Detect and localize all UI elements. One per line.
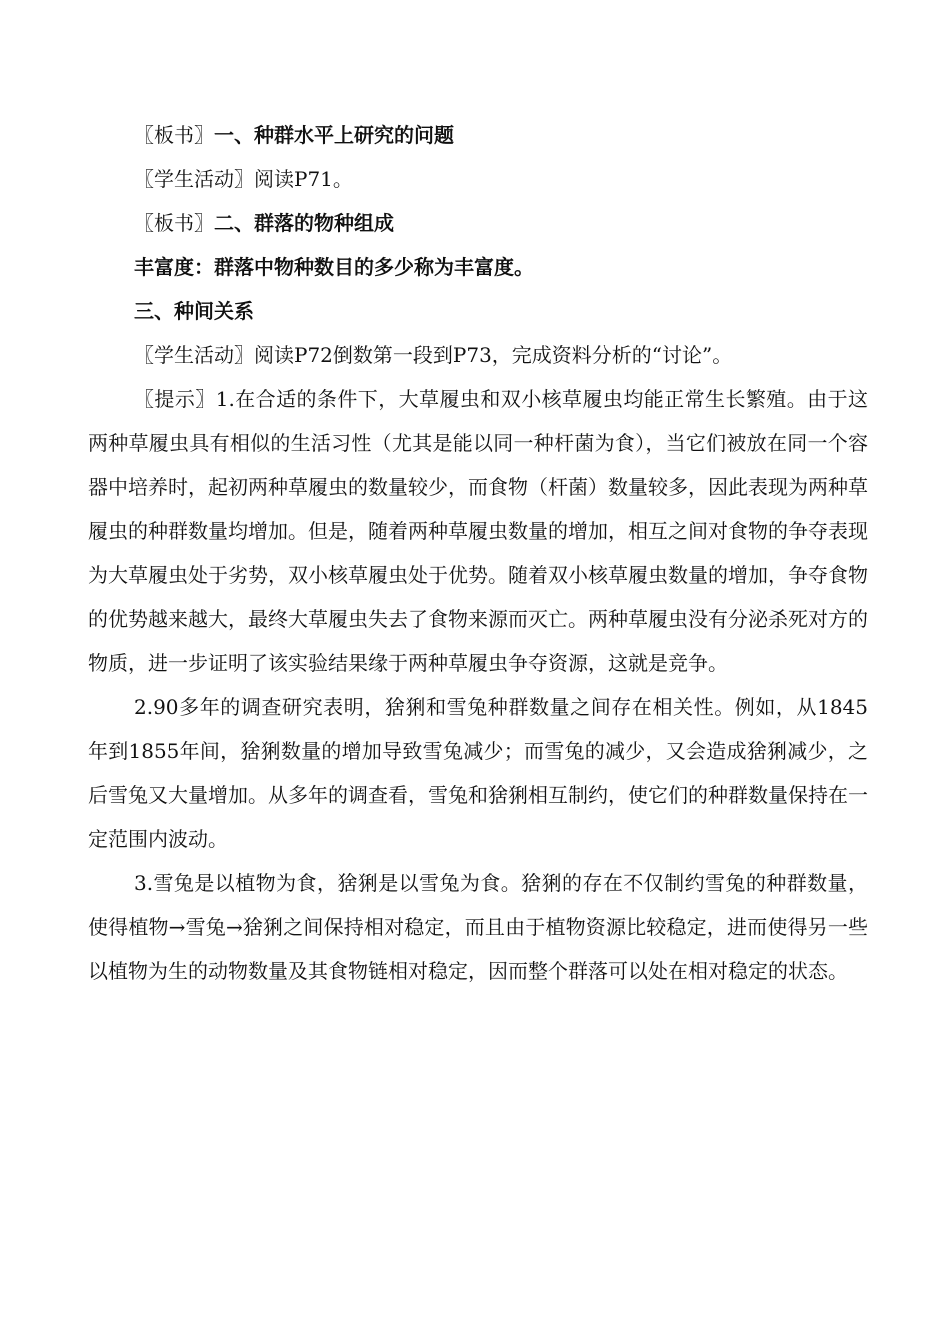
heading-text: 三、种间关系 — [134, 299, 254, 323]
bracket-label: 〖学生活动〗 — [134, 343, 254, 367]
paragraph-text: 2.90多年的调查研究表明，猞猁和雪兔种群数量之间存在相关性。例如，从1845年到1855年间，猞猁数量的增加导致雪兔减少；而雪兔的减少，又会造成猞猁减少，之后雪兔又大量增加。从多年的调查看，雪兔和猞猁相互制约，使它们的种群数量保持在一定范围内波动。 — [88, 695, 868, 851]
student-activity-line-2 — [88, 333, 868, 377]
document-page — [88, 113, 868, 993]
bracket-label: 〖板书〗 — [134, 123, 214, 147]
hint-paragraph-3 — [88, 861, 868, 993]
paragraph-text: 3.雪兔是以植物为食，猞猁是以雪兔为食。猞猁的存在不仅制约雪兔的种群数量，使得植物→雪兔→猞猁之间保持相对稳定，而且由于植物资源比较稳定，进而使得另一些以植物为生的动物数量及其食物链相对稳定，因而整个群落可以处在相对稳定的状态。 — [88, 871, 868, 983]
bracket-label: 〖板书〗 — [134, 211, 214, 235]
hint-paragraph-2 — [88, 685, 868, 861]
definition-text: 丰富度：群落中物种数目的多少称为丰富度。 — [134, 255, 534, 279]
bracket-label: 〖提示〗 — [134, 387, 216, 411]
hint-paragraph-1 — [88, 377, 868, 685]
heading-text: 二、群落的物种组成 — [214, 211, 394, 235]
heading-population-level — [88, 113, 868, 157]
heading-species-composition — [88, 201, 868, 245]
heading-interspecific-relations — [88, 289, 868, 333]
activity-text: 阅读P71。 — [254, 167, 353, 191]
bracket-label: 〖学生活动〗 — [134, 167, 254, 191]
paragraph-text: 1.在合适的条件下，大草履虫和双小核草履虫均能正常生长繁殖。由于这两种草履虫具有相似的生活习性（尤其是能以同一种杆菌为食），当它们被放在同一个容器中培养时，起初两种草履虫的数量较少，而食物（杆菌）数量较多，因此表现为两种草履虫的种群数量均增加。但是，随着两种草履虫数量的增加，相互之间对食物的争夺表现为大草履虫处于劣势，双小核草履虫处于优势。随着双小核草履虫数量的增加，争夺食物的优势越来越大，最终大草履虫失去了食物来源而灭亡。两种草履虫没有分泌杀死对方的物质，进一步证明了该实验结果缘于两种草履虫争夺资源，这就是竞争。 — [88, 387, 869, 675]
activity-text: 阅读P72倒数第一段到P73，完成资料分析的“讨论”。 — [254, 343, 733, 367]
student-activity-line — [88, 157, 868, 201]
definition-richness — [88, 245, 868, 289]
heading-text: 一、种群水平上研究的问题 — [214, 123, 454, 147]
